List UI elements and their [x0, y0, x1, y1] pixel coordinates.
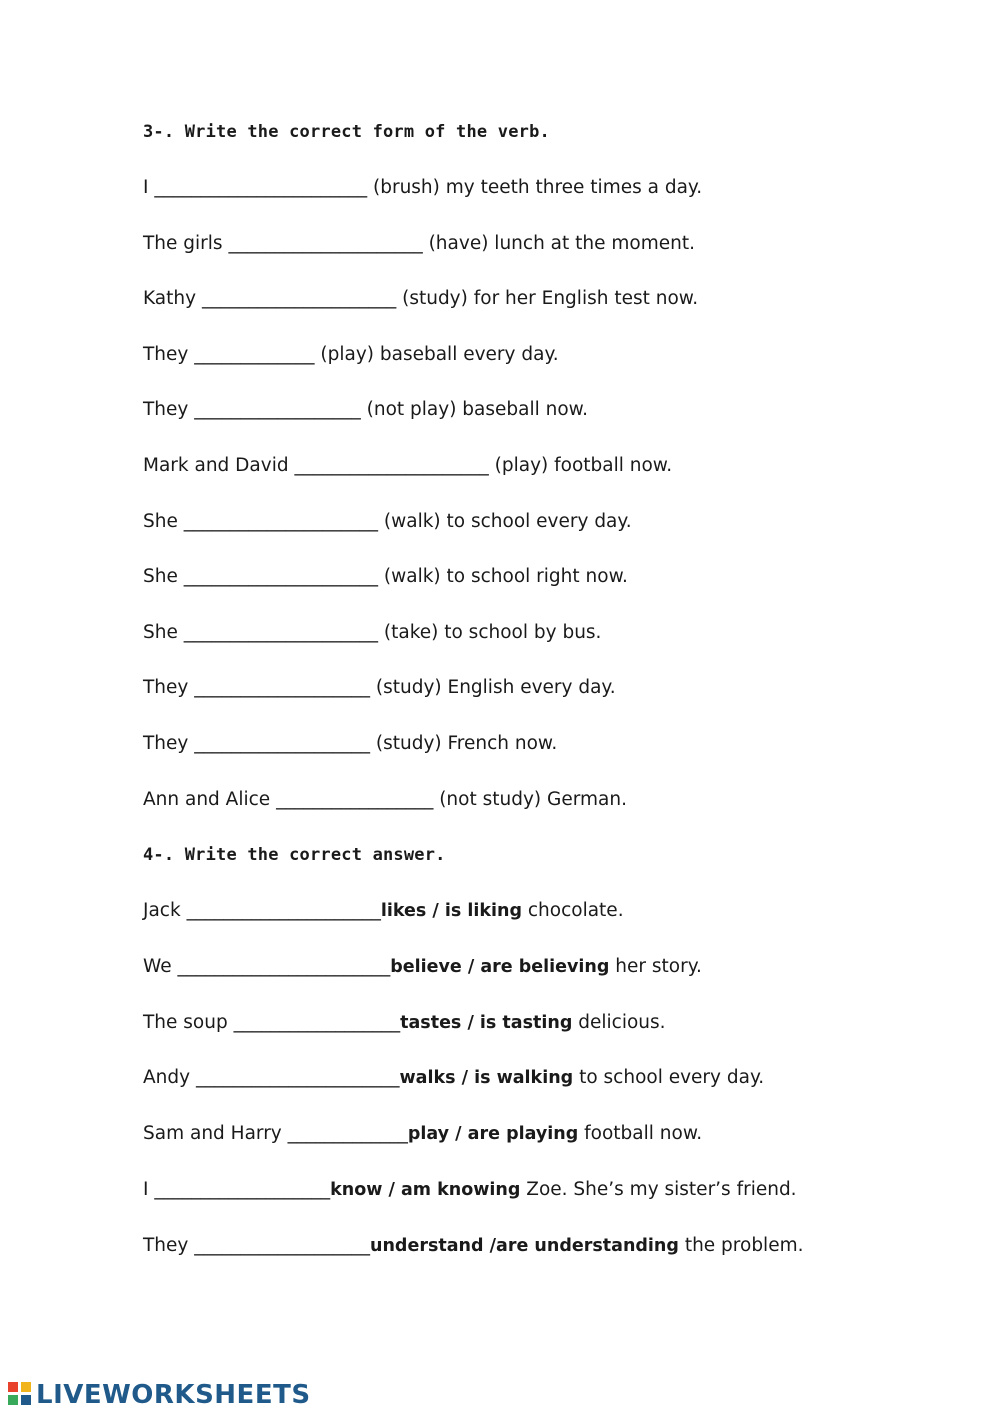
answer-blank[interactable]: _____________________ [183, 621, 378, 643]
answer-blank[interactable]: _____________________ [183, 566, 378, 588]
sentence-start: The girls [143, 232, 223, 254]
verb-exercise-item [143, 510, 632, 534]
choice-exercise-item [143, 1234, 803, 1258]
sentence-end: (brush) my teeth three times a day. [373, 177, 703, 198]
verb-exercise-item [143, 621, 601, 645]
answer-options: understand /are understanding [370, 1235, 679, 1256]
verb-exercise-item [143, 732, 557, 756]
verb-exercise-item [143, 454, 672, 478]
answer-options: believe / are believing [390, 956, 610, 977]
answer-blank[interactable]: _______________________ [154, 177, 368, 198]
sentence-end: (study) English every day. [375, 677, 616, 699]
sentence-start: Sam and Harry [143, 1123, 282, 1145]
answer-blank[interactable]: ___________________ [154, 1179, 331, 1200]
sentence-end: (study) French now. [375, 733, 558, 754]
sentence-end: (not play) baseball now. [366, 399, 588, 421]
sentence-start: They [143, 1234, 189, 1256]
sentence-start: I [143, 177, 149, 198]
verb-exercise-item [143, 676, 616, 700]
sentence-start: She [143, 621, 178, 643]
answer-options: play / are playing [407, 1124, 579, 1145]
sentence-start: She [143, 566, 178, 588]
sentence-start: Ann and Alice [143, 788, 271, 810]
sentence-end: (take) to school by bus. [383, 621, 602, 643]
answer-blank[interactable]: _____________________ [201, 288, 397, 310]
answer-options: know / am knowing [330, 1180, 521, 1200]
liveworksheets-footer [8, 1380, 311, 1410]
sentence-start: We [143, 955, 172, 977]
choice-exercise-item [143, 955, 702, 979]
answer-blank[interactable]: _____________________ [228, 232, 423, 254]
brand-name: LIVEWORKSHEETS [36, 1380, 311, 1410]
answer-blank[interactable]: ______________________ [195, 1067, 400, 1089]
sentence-end: chocolate. [527, 900, 624, 921]
section-4-title: 4-. Write the correct answer. [143, 845, 446, 865]
sentence-end: delicious. [578, 1011, 666, 1033]
sentence-end: (have) lunch at the moment. [428, 232, 695, 254]
liveworksheets-logo-icon [8, 1382, 34, 1408]
sentence-start: They [143, 399, 189, 421]
choice-exercise-item [143, 1122, 702, 1146]
sentence-end: (study) for her English test now. [402, 288, 699, 310]
section-3-title: 3-. Write the correct form of the verb. [143, 122, 550, 142]
choice-exercise-item [143, 1011, 666, 1035]
sentence-start: Jack [143, 900, 181, 921]
answer-blank[interactable]: _______________________ [177, 955, 391, 977]
answer-blank[interactable]: _____________________ [294, 455, 489, 476]
answer-blank[interactable]: _____________________ [186, 900, 381, 921]
sentence-start: She [143, 510, 178, 532]
answer-blank[interactable]: _____________________ [183, 510, 378, 532]
answer-blank[interactable]: _____________ [194, 343, 315, 365]
sentence-start: They [143, 733, 189, 754]
answer-blank[interactable]: _________________ [276, 788, 434, 810]
verb-exercise-item [143, 176, 702, 200]
sentence-end: (play) football now. [494, 455, 673, 476]
answer-blank[interactable]: ___________________ [194, 1234, 370, 1256]
verb-exercise-item [143, 287, 698, 311]
sentence-end: (walk) to school right now. [383, 566, 628, 588]
sentence-end: the problem. [684, 1234, 804, 1256]
sentence-start: They [143, 677, 189, 699]
answer-blank[interactable]: __________________ [233, 1011, 401, 1033]
sentence-end: (walk) to school every day. [383, 510, 632, 532]
verb-exercise-item [143, 788, 627, 812]
answer-options: likes / is liking [380, 901, 522, 921]
verb-exercise-item [143, 343, 559, 367]
answer-options: walks / is walking [399, 1068, 574, 1089]
sentence-start: The soup [143, 1011, 228, 1033]
answer-blank[interactable]: ___________________ [194, 733, 370, 754]
choice-exercise-item [143, 899, 624, 923]
sentence-start: Andy [143, 1067, 191, 1089]
verb-exercise-item [143, 398, 588, 422]
answer-options: tastes / is tasting [400, 1012, 573, 1033]
sentence-start: Kathy [143, 288, 197, 310]
sentence-end: (not study) German. [439, 788, 627, 810]
sentence-end: to school every day. [579, 1067, 765, 1089]
sentence-end: (play) baseball every day. [320, 343, 559, 365]
verb-exercise-item [143, 232, 695, 256]
sentence-end: her story. [615, 955, 702, 977]
choice-exercise-item [143, 1066, 764, 1090]
sentence-end: Zoe. She’s my sister’s friend. [526, 1179, 797, 1200]
sentence-start: I [143, 1179, 149, 1200]
answer-blank[interactable]: _____________ [287, 1123, 408, 1145]
sentence-start: They [143, 343, 189, 365]
sentence-end: football now. [584, 1123, 703, 1145]
sentence-start: Mark and David [143, 455, 289, 476]
choice-exercise-item [143, 1178, 797, 1202]
verb-exercise-item [143, 565, 628, 589]
answer-blank[interactable]: __________________ [194, 399, 361, 421]
answer-blank[interactable]: ___________________ [194, 677, 370, 699]
